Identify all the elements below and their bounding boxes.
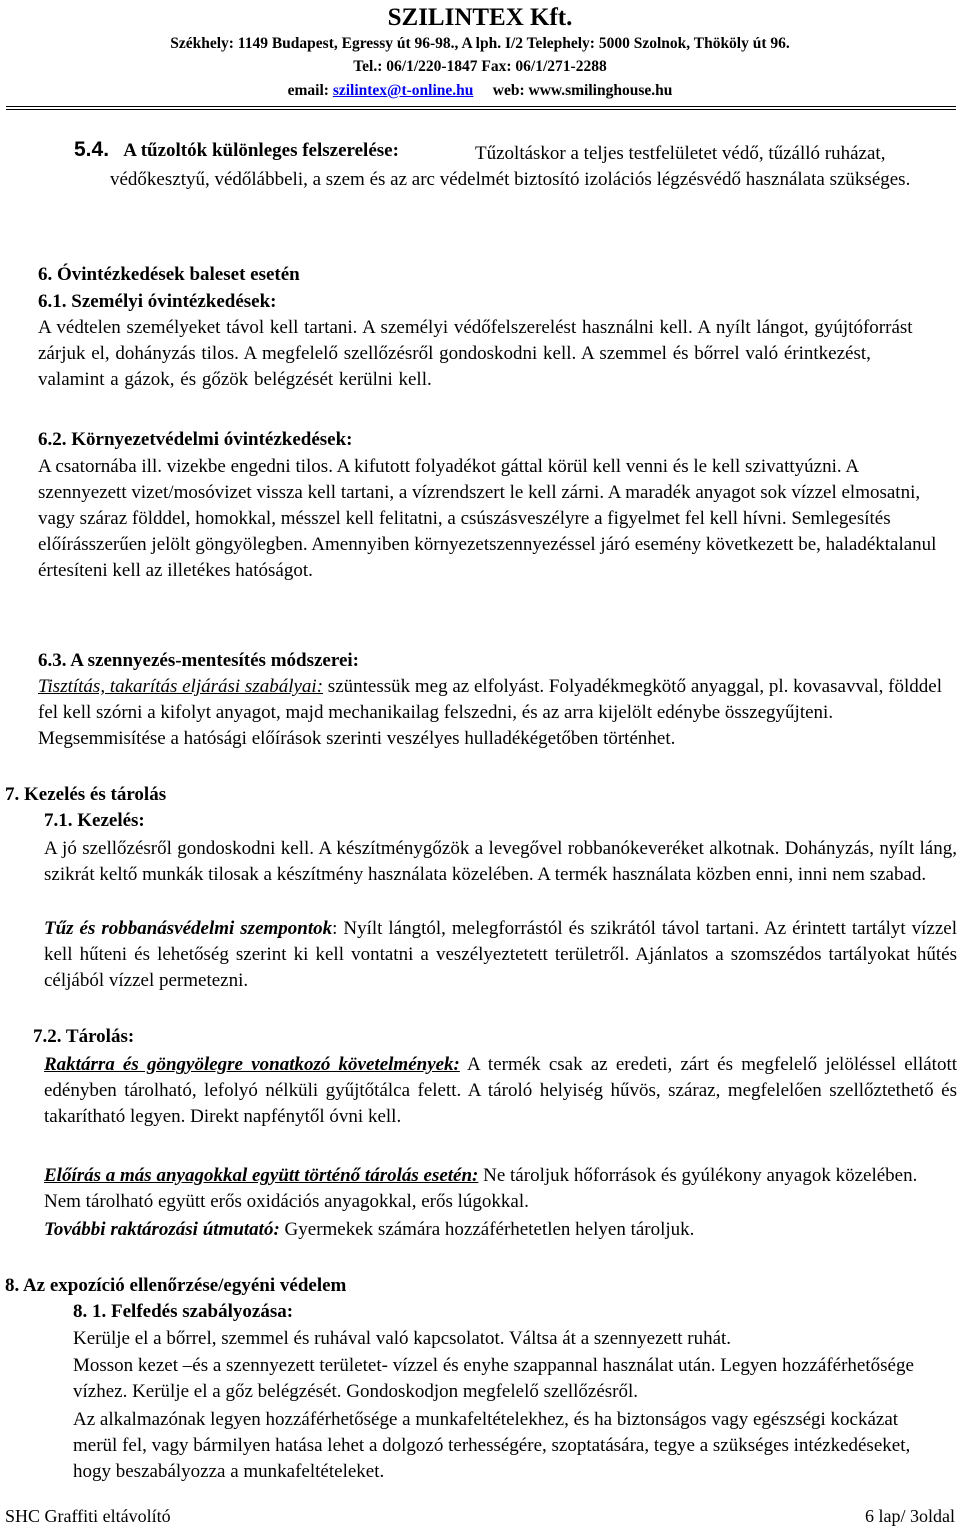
footer-page-number: 6 lap/ 3oldal	[865, 1506, 955, 1526]
section-5-4-title: A tűzoltók különleges felszerelése:	[123, 140, 399, 161]
email-label: email:	[287, 82, 329, 99]
company-name: SZILINTEX Kft.	[387, 4, 573, 31]
page-footer	[5, 1505, 955, 1527]
section-6-heading: 6. Óvintézkedések baleset esetén	[38, 264, 300, 285]
cleaning-label: Tisztítás, takarítás eljárási szabályai:	[38, 676, 324, 697]
section-6-1-text: A védtelen személyeket távol kell tartani. A személyi védőfelszerelést használni kell. A nyílt lángot, gyújtóforrást zárjuk el, dohányzás tilos. A megfelelő szellőzésről gondoskodni kell. A szemmel és bőrrel való érintkezést, valamint a gázok, és gőzök belégzését kerülni kell.	[38, 317, 913, 390]
section-6-3-heading: 6.3. A szennyezés-mentesítés módszerei:	[38, 650, 359, 671]
co-storage-text: Ne tároljuk hőforrások és gyúlékony anyagok közelében. Nem tárolható együtt erős oxidációs anyagokkal, erős lúgokkal.	[44, 1165, 918, 1212]
section-7-heading: 7. Kezelés és tárolás	[5, 784, 167, 805]
co-storage-paragraph	[44, 1163, 957, 1215]
co-storage-label: Előírás a más anyagokkal együtt történő tárolás esetén:	[44, 1165, 479, 1186]
footer-product: SHC Graffiti eltávolító	[5, 1506, 171, 1526]
fire-label: Tűz és robbanásvédelmi szempontok	[44, 918, 333, 939]
section-7-1-heading: 7.1. Kezelés:	[44, 810, 145, 831]
storage-requirements-label: Raktárra és göngyölegre vonatkozó követelmények:	[44, 1054, 460, 1075]
more-storage-paragraph	[44, 1217, 957, 1243]
section-6-3-paragraph	[38, 674, 953, 752]
fire-text: : Nyílt lángtól, melegforrástól és szikrától távol tartani. Az érintett tartályt vízzel kell hűteni és lehetőség szerint ki kell vontatni a veszélyeztetett területről. Ajánlatos a szomszédos tartályokat hűtés céljából vízzel permetezni.	[44, 918, 958, 991]
cleaning-text: szüntessük meg az elfolyást. Folyadékmegkötő anyaggal, pl. kovasavval, földdel fel kell szórni a kifolyt anyagot, majd mechanikailag felszedni, és az arra kijelölt edénybe összegyűjteni. Megsemmisítése a hatósági előírások szerinti veszélyes hulladékégetőben történhet.	[38, 676, 942, 749]
section-8-1-paragraph-2: Mosson kezet –és a szennyezett területet- vízzel és enyhe szappannal használat után. Legyen hozzáférhetősége vízhez. Kerülje el a gőz belégzését. Gondoskodjon megfelelő szellőzésről.	[73, 1355, 914, 1402]
contact-line	[0, 82, 960, 100]
storage-requirements-paragraph	[44, 1052, 957, 1130]
email-link[interactable]: szilintex@t-online.hu	[332, 82, 474, 99]
fire-paragraph	[44, 916, 957, 994]
web-address: www.smilinghouse.hu	[528, 82, 673, 99]
section-6-2-text: A csatornába ill. vizekbe engedni tilos. A kifutott folyadékot gáttal körül kell venni és le kell szivattyúzni. A szennyezett vizet/mosóvizet vissza kell tartani, a vízrendszert le kell zárni. A maradék anyagot sok vízzel elmosatni, vagy száraz földdel, homokkal, mésszel kell felitatni, a csúszásveszélyre a figyelmet fel kell hívni. Semlegesítés előírásszerűen jelölt göngyölegben. Amennyiben környezetszennyezéssel járó esemény következett be, haladéktalanul értesíteni kell az illetékes hatóságot.	[38, 456, 937, 581]
web-label: web:	[492, 82, 525, 99]
address-line: Székhely: 1149 Budapest, Egressy út 96-98., A lph. I/2 Telephely: 5000 Szolnok, Thököly út 96.	[170, 35, 790, 52]
header-rule	[6, 106, 956, 107]
section-8-1-paragraph-3: Az alkalmazónak legyen hozzáférhetősége a munkafeltételekhez, és ha biztonságos vagy egészségi kockázat merül fel, vagy bármilyen hatása lehet a dolgozó terhességére, szoptatására, tegye a szükséges intézkedéseket, hogy beszabályozza a munkafeltételeket.	[73, 1409, 911, 1482]
phone-line: Tel.: 06/1/220-1847 Fax: 06/1/271-2288	[353, 58, 607, 75]
more-storage-label: További raktározási útmutató:	[44, 1219, 280, 1240]
section-7-2-heading: 7.2. Tárolás:	[33, 1026, 135, 1047]
section-6-1-heading: 6.1. Személyi óvintézkedések:	[38, 291, 277, 312]
section-8-heading: 8. Az expozíció ellenőrzése/egyéni védelem	[5, 1275, 347, 1296]
section-8-1-paragraph-1: Kerülje el a bőrrel, szemmel és ruhával való kapcsolatot. Váltsa át a szennyezett ruhát.	[73, 1328, 732, 1349]
section-5-4-text: Tűzoltáskor a teljes testfelületet védő, tűzálló ruházat, védőkesztyű, védőlábbeli, a szem és az arc védelmét biztosító izolációs légzésvédő használata szükséges.	[110, 143, 911, 190]
header-rule-2	[6, 109, 956, 110]
storage-requirements-text: A termék csak az eredeti, zárt és megfelelő jelöléssel ellátott edényben tárolható, lefolyó nélküli gyűjtőtálca felett. A tároló helyiség hűvös, száraz, megfelelően szellőztethető és takarítható legyen. Direkt napfénytől óvni kell.	[44, 1054, 958, 1127]
more-storage-text: Gyermekek számára hozzáférhetetlen helyen tároljuk.	[284, 1219, 695, 1240]
section-6-2-heading: 6.2. Környezetvédelmi óvintézkedések:	[38, 429, 353, 450]
section-7-1-text: A jó szellőzésről gondoskodni kell. A készítménygőzök a levegővel robbanókeveréket alkotnak. Dohányzás, nyílt láng, szikrát keltő munkák tilosak a készítmény használata közelében. A termék használata közben enni, inni nem szabad.	[44, 838, 957, 885]
section-5-4-number: 5.4.	[74, 138, 110, 161]
section-8-1-heading: 8. 1. Felfedés szabályozása:	[73, 1301, 294, 1322]
